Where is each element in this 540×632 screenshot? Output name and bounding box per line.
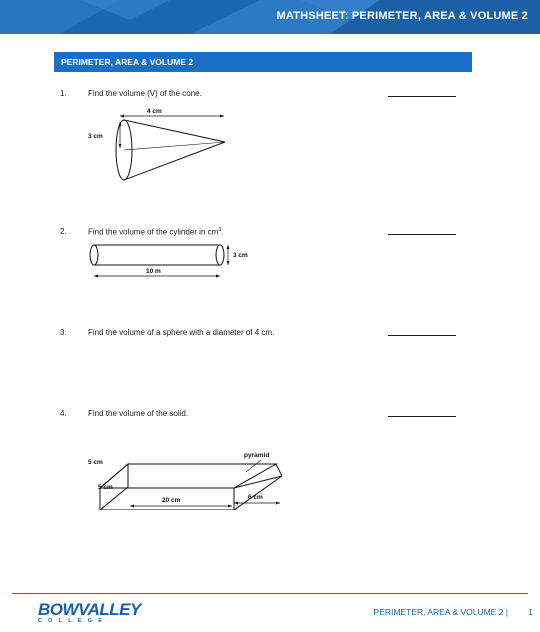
question-1-text: Find the volume (V) of the cone. [88, 89, 202, 98]
question-2-text: Find the volume of the cylinder in $cm^3$. [88, 227, 224, 237]
cone-length-label: 4 cm [147, 108, 162, 115]
question-4-answer-line [388, 416, 456, 417]
section-header-bar [54, 52, 472, 72]
solid-pyramid-length-label: 6 cm [248, 494, 263, 501]
solid-height-label: 5 cm [88, 459, 103, 466]
question-3-text: Find the volume of a sphere with a diameter of 4 cm. [88, 328, 275, 337]
question-1-answer-line [388, 96, 456, 97]
logo-subtitle: COLLEGE [38, 618, 108, 624]
college-logo [38, 600, 141, 624]
solid-dimensions [130, 490, 290, 512]
question-2-number: 2. [60, 227, 67, 236]
solid-pyramid-label: pyramid [244, 452, 270, 459]
header-title: MATHSHEET: PERIMETER, AREA & VOLUME 2 [276, 10, 528, 22]
question-3-number: 3. [60, 328, 67, 337]
cylinder-diameter-label: 3 cm [233, 252, 248, 259]
section-title: PERIMETER, AREA & VOLUME 2 [61, 57, 194, 67]
cone-radius-label: 3 cm [88, 133, 103, 140]
question-1-number: 1. [60, 89, 67, 98]
footer-divider [12, 593, 528, 594]
solid-depth-label: 5 cm [98, 484, 113, 491]
question-4-text: Find the volume of the solid. [88, 409, 189, 418]
cone-figure [84, 104, 234, 182]
question-4-number: 4. [60, 409, 67, 418]
header-banner [0, 0, 540, 34]
question-3-answer-line [388, 335, 456, 336]
logo-wordmark: BOWVALLEY [38, 600, 141, 619]
page-number: 1 [528, 607, 533, 617]
solid-length-label: 20 cm [162, 497, 181, 504]
footer-title: PERIMETER, AREA & VOLUME 2 | [373, 607, 508, 617]
cylinder-length-label: 10 m [146, 268, 161, 275]
cylinder-figure [86, 240, 286, 284]
question-2-answer-line [388, 234, 456, 235]
